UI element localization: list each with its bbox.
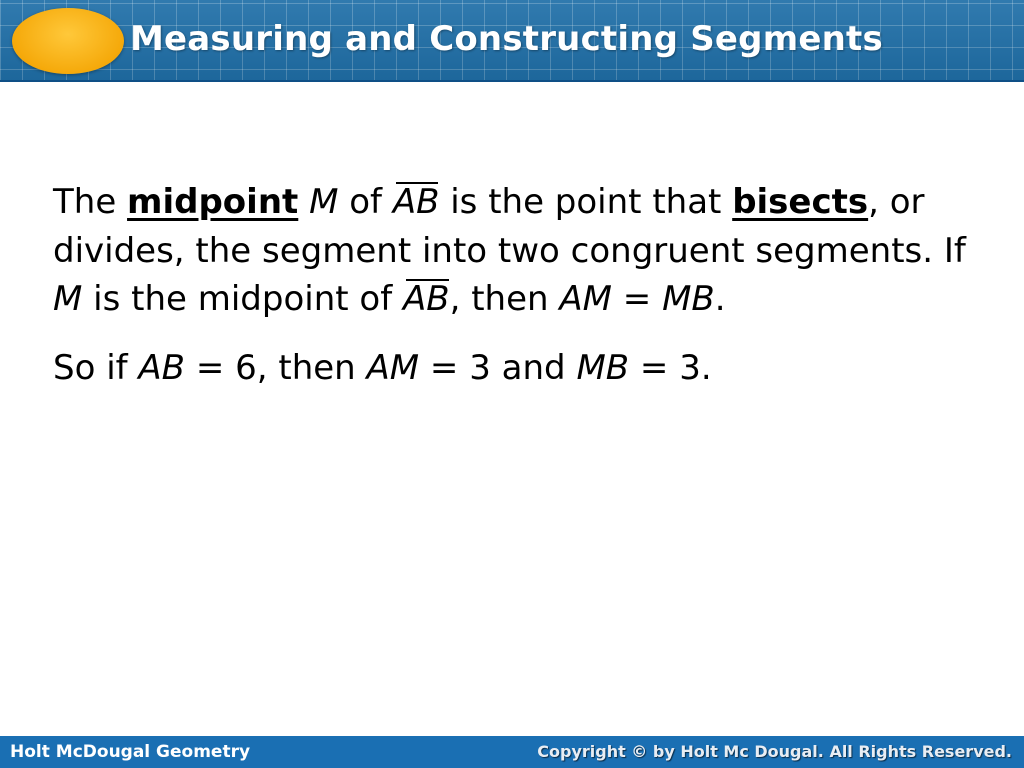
segment-ab-overline: AB (403, 275, 450, 324)
segment-ab-overline: AB (393, 178, 440, 227)
text-run: = 3 and (419, 347, 577, 388)
variable-mb: MB (576, 347, 630, 388)
variable-m: M (309, 182, 339, 222)
text-run: = 3. (629, 347, 712, 388)
text-run: , or divides, the segment into two congruent segments. If (53, 182, 966, 271)
variable-m: M (53, 279, 83, 319)
header-oval-badge (12, 8, 124, 74)
text-run (298, 182, 309, 222)
variable-am: AM (559, 279, 612, 319)
text-run: of (338, 182, 393, 222)
footer-textbook-name: Holt McDougal Geometry (10, 742, 251, 762)
variable-mb: MB (662, 279, 715, 319)
text-run: . (714, 279, 726, 319)
text-run: = (611, 279, 663, 319)
variable-ab: AB (138, 347, 186, 388)
text-run: , then (449, 279, 560, 319)
header-bar (0, 0, 1024, 82)
slide-title: Measuring and Constructing Segments (130, 19, 883, 59)
text-run: So if (53, 347, 139, 388)
definition-paragraph (53, 178, 983, 324)
text-run: is the point that (439, 182, 733, 222)
term-midpoint: midpoint (127, 182, 299, 222)
footer-copyright: Copyright © by Holt Mc Dougal. All Rights Reserved. (537, 742, 1012, 761)
example-paragraph (53, 344, 983, 393)
variable-am: AM (366, 347, 420, 388)
text-run: = 6, then (185, 347, 367, 388)
header-divider (0, 80, 1024, 82)
term-bisects: bisects (732, 182, 869, 222)
footer-bar (0, 736, 1024, 768)
slide-body (53, 178, 983, 392)
text-run: The (53, 182, 128, 222)
text-run: is the midpoint of (82, 279, 403, 319)
